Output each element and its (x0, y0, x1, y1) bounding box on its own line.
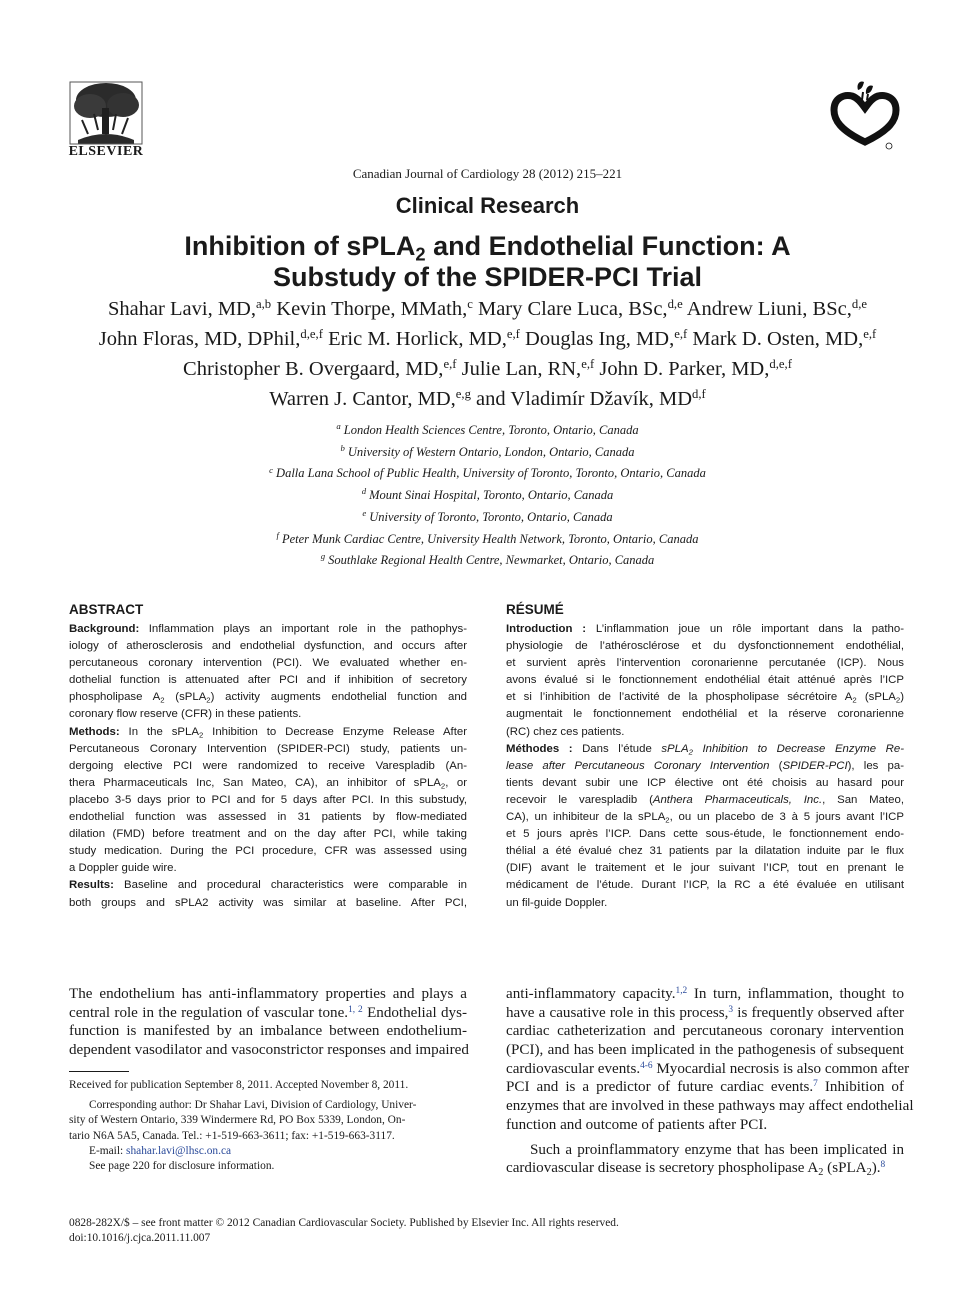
text-line (69, 741, 467, 758)
elsevier-tree-icon (68, 80, 144, 146)
text-run: Baseline and procedural characteristics were comparable in (113, 879, 467, 892)
ccs-society-logo (830, 80, 900, 152)
affiliation-text: University of Western Ontario, London, Ontario, Canada (347, 444, 635, 459)
text-run: a Doppler guide wire. (69, 862, 177, 875)
text-run: un fil-guide Doppler. (506, 896, 608, 909)
text-line (69, 826, 467, 843)
subscript: 2 (665, 815, 670, 825)
text-run: placebo 3-5 days prior to PCI and for 5 days after PCI. In this substudy, (69, 793, 467, 806)
text-run: Such a proinflammatory enzyme that has been implicated in (530, 1141, 904, 1158)
text-run: (DIF) avant le traitement et le jour suivant l’ICP, tout en prenant le (506, 862, 904, 875)
text-run: (RC) chez ces patients. (506, 725, 625, 738)
bottom-info (69, 1216, 929, 1246)
author-name: Douglas Ing, MD, (519, 328, 675, 350)
affiliation-item (100, 442, 875, 464)
text-run: study medication. During the PCI procedure, CFR was assessed using (69, 845, 467, 858)
text-run: Myocardial necrosis is also common after (652, 1060, 910, 1077)
text-line (69, 792, 467, 809)
affiliation-text: Mount Sinai Hospital, Toronto, Ontario, Canada (369, 488, 614, 503)
text-run: (PCI), and has been implicated in the pathogenesis of subsequent (506, 1042, 904, 1059)
body-text-left (69, 985, 467, 1060)
text-run: Inhibition of (817, 1079, 904, 1096)
citation-ref: 1,2 (675, 985, 688, 996)
text-run: ) (900, 691, 904, 704)
text-run: Dans l’étude (572, 742, 662, 755)
subscript: 2 (440, 781, 446, 791)
subscript: 2 (160, 695, 165, 705)
author-affiliation-marks: a,b (255, 297, 272, 312)
text-run: thera Pharmaceuticals Inc, San Mateo, CA), an inhibitor of sPLA (69, 776, 441, 789)
resume-heading: RÉSUMÉ (506, 602, 564, 617)
author-line (40, 294, 935, 324)
text-line (506, 1141, 904, 1160)
abstract-text (69, 621, 467, 912)
author-affiliation-marks: e,f (674, 327, 688, 342)
text-line (69, 621, 467, 638)
run-in-heading: Methods: (69, 725, 120, 738)
text-line (506, 895, 904, 912)
text-run: , ou un placebo de 3 à 5 jours avant l’ICP (669, 811, 904, 824)
italic-run: sPLA (661, 742, 689, 755)
text-line (69, 1004, 467, 1023)
text-run: tients devant subir une ICP élective ont été choisis au hasard pour (506, 776, 904, 789)
text-line (506, 758, 904, 775)
author-line (40, 354, 935, 384)
text-run: (sPLA (164, 691, 207, 704)
text-line (69, 638, 467, 655)
resume-text (506, 621, 904, 912)
text-line (69, 775, 467, 792)
affiliation-key: g (320, 551, 326, 562)
copyright-line: 0828-282X/$ – see front matter © 2012 Canadian Cardiovascular Society. Published by Elsevier Inc. All rights reserved. (69, 1217, 619, 1229)
text-run: enzymes that are involved in these pathways may affect endothelial (506, 1098, 914, 1115)
affiliation-text: Peter Munk Cardiac Centre, University Health Network, Toronto, Ontario, Canada (281, 531, 699, 546)
author-affiliation-marks: d,e,f (769, 357, 792, 372)
abstract-heading: ABSTRACT (69, 602, 144, 617)
doi-line[interactable]: doi:10.1016/j.cjca.2011.11.007 (69, 1232, 211, 1245)
text-run: dergoing elective PCI were randomized to receive Varespladib (An- (69, 759, 467, 772)
affiliation-text: University of Toronto, Toronto, Ontario, Canada (369, 509, 613, 524)
citation-ref: 7 (813, 1079, 818, 1090)
text-run: Inhibition to Decrease Enzyme Release After (203, 725, 467, 738)
text-run: et si l’inhibition de l’activité de la phospholipase sécrétoire A (506, 691, 853, 704)
text-line (69, 895, 467, 912)
text-run: ( (769, 759, 783, 772)
text-run: thélial a été évalué chez 31 patients par la dilatation induite par le flux (506, 845, 904, 858)
disclosure-note: See page 220 for disclosure information. (89, 1159, 275, 1172)
text-line (69, 843, 467, 860)
affiliation-text: London Health Sciences Centre, Toronto, Ontario, Canada (343, 423, 639, 437)
text-line (69, 860, 467, 877)
text-line (69, 1041, 467, 1060)
text-line (506, 689, 904, 706)
text-run: Inflammation plays an important role in the pathophys- (139, 623, 467, 635)
text-line (506, 1078, 904, 1097)
elsevier-wordmark: ELSEVIER (68, 144, 144, 159)
author-name: John D. Parker, MD, (594, 358, 770, 380)
author-list (40, 294, 935, 414)
text-run: The endothelium has anti-inflammatory properties and plays a (69, 986, 467, 1002)
text-run: percutaneous coronary intervention (PCI). We evaluated whether en- (69, 657, 467, 670)
text-line (506, 638, 904, 655)
text-run: both groups and sPLA2 activity was similar at baseline. After PCI, (69, 896, 467, 909)
author-affiliation-marks: e,g (455, 387, 471, 402)
author-name: Kevin Thorpe, MMath, (271, 298, 468, 320)
corresponding-line-2: sity of Western Ontario, 339 Windermere Rd, PO Box 5339, London, On- (69, 1114, 406, 1127)
text-run: augmentait le fonctionnement endothélial et la réserve coronarienne (506, 708, 904, 721)
affiliation-item (100, 550, 875, 572)
author-name: Mary Clare Luca, BSc, (472, 298, 668, 320)
text-line (69, 706, 467, 723)
run-in-heading: Background: (69, 623, 140, 635)
author-affiliation-marks: e,f (581, 357, 595, 372)
text-run: iology of atherosclerosis and endothelial dysfunction, and occurs after (69, 640, 467, 653)
text-run: et 5 jours après l’ICP. Dans cette sous-étude, le fonctionnement endo- (506, 828, 904, 841)
affiliation-item (100, 485, 875, 507)
text-run: dilation (FMD) before treatment and on the day after PCI, while taking (69, 828, 467, 841)
affiliation-key: c (269, 464, 274, 475)
footnote-divider (69, 1071, 129, 1072)
text-line (506, 724, 904, 741)
article-title (120, 231, 855, 293)
text-run: PCI and is a predictor of future cardiac events. (506, 1079, 814, 1096)
text-line (69, 655, 467, 672)
text-run: L’inflammation joue un rôle important dans la patho- (586, 623, 904, 635)
text-run: is frequently observed after (733, 1004, 904, 1021)
text-line (69, 985, 467, 1004)
text-line (69, 724, 467, 741)
author-affiliation-marks: d,f (692, 387, 706, 402)
author-affiliation-marks: d,e (851, 297, 868, 312)
author-name: Mark D. Osten, MD, (687, 328, 864, 350)
text-line (506, 1041, 904, 1060)
subscript: 2 (198, 729, 204, 739)
subscript: 2 (818, 1167, 824, 1179)
subscript: 2 (866, 1167, 872, 1179)
text-run: function and outcome of patients after PCI. (506, 1116, 768, 1133)
citation-ref: 8 (880, 1160, 886, 1171)
text-run: dependent vasodilator and vasoconstrictor responses and impaired (69, 1042, 469, 1059)
text-run: In the sPLA (119, 725, 199, 738)
affiliation-key: b (340, 442, 345, 453)
text-line (506, 1159, 904, 1178)
author-name: Christopher B. Overgaard, MD, (183, 358, 444, 380)
text-run: cardiovascular disease is secretory phospholipase A (506, 1160, 819, 1177)
email-line: E-mail: shahar.lavi@lhsc.on.ca (89, 1144, 232, 1157)
elsevier-logo (68, 80, 144, 160)
text-run: anti-inflammatory capacity. (506, 986, 676, 1002)
author-affiliation-marks: d,e,f (300, 327, 323, 342)
footnotes (69, 1078, 467, 1174)
text-run: (sPLA (823, 1160, 867, 1177)
text-line (506, 621, 904, 638)
text-line (69, 877, 467, 894)
text-run: et survient après l’intervention coronarienne percutanée (ICP). Nous (506, 657, 904, 670)
affiliation-text: Dalla Lana School of Public Health, University of Toronto, Toronto, Ontario, Canada (276, 466, 706, 481)
text-line (506, 860, 904, 877)
subscript: 2 (895, 695, 901, 705)
affiliation-item (100, 420, 875, 442)
text-run: endothelial function was assessed in 31 patients by flow-mediated (69, 811, 467, 824)
corresponding-line-1: Corresponding author: Dr Shahar Lavi, Division of Cardiology, Univer- (89, 1099, 417, 1112)
text-run: médicament de l’étude. Durant l’ICP, la RC a été évaluée en utilisant (506, 879, 904, 892)
author-affiliation-marks: d,e (667, 297, 683, 312)
text-line (506, 706, 904, 723)
text-line (506, 985, 904, 1004)
citation-ref: 1, 2 (348, 1004, 363, 1015)
text-line (506, 843, 904, 860)
text-line (506, 1097, 914, 1116)
author-name: Warren J. Cantor, MD, (269, 388, 456, 410)
text-line (506, 826, 904, 843)
affiliation-key: e (362, 508, 367, 518)
text-line (69, 1022, 467, 1041)
run-in-heading: Introduction : (506, 623, 587, 635)
affiliation-key: f (276, 529, 279, 540)
affiliation-item (100, 529, 875, 551)
text-run: have a causative role in this process, (506, 1004, 729, 1021)
corresponding-line-3: tario N6A 5A5, Canada. Tel.: +1-519-663-3611; fax: +1-519-663-3117. (69, 1129, 395, 1142)
text-run: ) activity augments endothelial function and (210, 691, 467, 704)
text-run: physiologie de l’athérosclérose et du dysfonctionnement endothélial, (506, 640, 904, 653)
text-run: coronary flow reserve (CFR) in these patients. (69, 708, 302, 721)
affiliation-key: a (336, 421, 341, 432)
text-line (506, 741, 904, 758)
subscript: 2 (688, 746, 693, 756)
author-name: and Vladimír Džavík, MD (470, 388, 693, 410)
author-name: Julie Lan, RN, (456, 358, 582, 380)
author-name: Eric M. Horlick, MD, (322, 328, 507, 350)
body-text-right (506, 985, 914, 1179)
heart-leaf-icon (830, 80, 900, 152)
text-line (506, 877, 904, 894)
text-run: Percutaneous Coronary Intervention (SPIDER-PCI) study, patients un- (69, 742, 467, 755)
text-run: CA), un inhibiteur de la sPLA (506, 811, 666, 824)
text-line (69, 689, 467, 706)
text-line (506, 672, 904, 689)
subscript: 2 (206, 695, 211, 705)
text-line (506, 775, 904, 792)
text-run: phospholipase A (69, 691, 161, 704)
text-line (506, 1022, 904, 1041)
text-line (506, 792, 904, 809)
italic-run: Anthera Pharmaceuticals, Inc. (652, 793, 823, 806)
text-run: dothelial function is attenuated after PCI and if inhibition of secretory (69, 674, 467, 687)
italic-run: lease after Percutaneous Coronary Intervention (506, 759, 770, 772)
run-in-heading: Méthodes : (506, 742, 573, 755)
journal-citation: Canadian Journal of Cardiology 28 (2012) 215–221 (352, 166, 623, 181)
author-affiliation-marks: e,f (863, 327, 877, 342)
text-line (506, 655, 904, 672)
section-label: Clinical Research (395, 193, 580, 218)
email-link[interactable]: shahar.lavi@lhsc.on.ca (126, 1144, 232, 1157)
text-line (506, 1060, 910, 1079)
text-run: , San Mateo, (822, 793, 904, 806)
text-run: (sPLA (856, 691, 896, 704)
text-run: ), les pa- (847, 759, 904, 772)
text-run: cardiac catheterization and percutaneous coronary intervention (506, 1023, 904, 1040)
run-in-heading: Results: (69, 879, 114, 892)
text-run: ). (871, 1160, 881, 1177)
text-line (69, 809, 467, 826)
text-run: recevoir le varespladib ( (506, 793, 653, 806)
author-affiliation-marks: e,f (443, 357, 457, 372)
affiliation-key: d (361, 486, 367, 497)
title-line-1: Inhibition of sPLA$_2$ and Endothelial Function: A (184, 231, 791, 265)
author-line (40, 384, 935, 414)
author-affiliation-marks: e,f (506, 327, 520, 342)
text-run: In turn, inflammation, thought to (687, 986, 904, 1002)
text-line (506, 1004, 904, 1023)
text-line (69, 758, 467, 775)
author-name: John Floras, MD, DPhil, (98, 328, 301, 350)
author-name: Andrew Liuni, BSc, (682, 298, 852, 320)
author-name: Shahar Lavi, MD, (107, 298, 256, 320)
text-run: central role in the regulation of vascular tone. (69, 1004, 349, 1021)
text-run: function is manifested by an imbalance between endothelium- (69, 1023, 467, 1040)
received-note: Received for publication September 8, 2011. Accepted November 8, 2011. (69, 1079, 409, 1091)
affiliation-text: Southlake Regional Health Centre, Newmarket, Ontario, Canada (328, 553, 655, 568)
citation-ref: 3 (728, 1004, 734, 1015)
author-line (40, 324, 935, 354)
italic-run: SPIDER-PCI (782, 759, 848, 772)
title-line-2: Substudy of the SPIDER-PCI Trial (272, 262, 703, 292)
affiliation-list (100, 420, 875, 572)
affiliation-item (100, 507, 875, 529)
text-line (506, 1116, 904, 1135)
author-affiliation-marks: c (467, 297, 473, 312)
text-line (506, 809, 904, 826)
italic-run: Inhibition to Decrease Enzyme Re- (692, 742, 904, 755)
citation-ref: 4-6 (640, 1060, 653, 1071)
text-run: avons évalué si le fonctionnement endothélial était atténué après l’ICP (506, 674, 904, 687)
subscript: 2 (852, 695, 857, 705)
text-line (69, 672, 467, 689)
affiliation-item (100, 463, 875, 485)
text-run: Endothelial dys- (362, 1004, 468, 1021)
text-run: , or (445, 776, 467, 789)
text-run: cardiovascular events. (506, 1060, 641, 1077)
